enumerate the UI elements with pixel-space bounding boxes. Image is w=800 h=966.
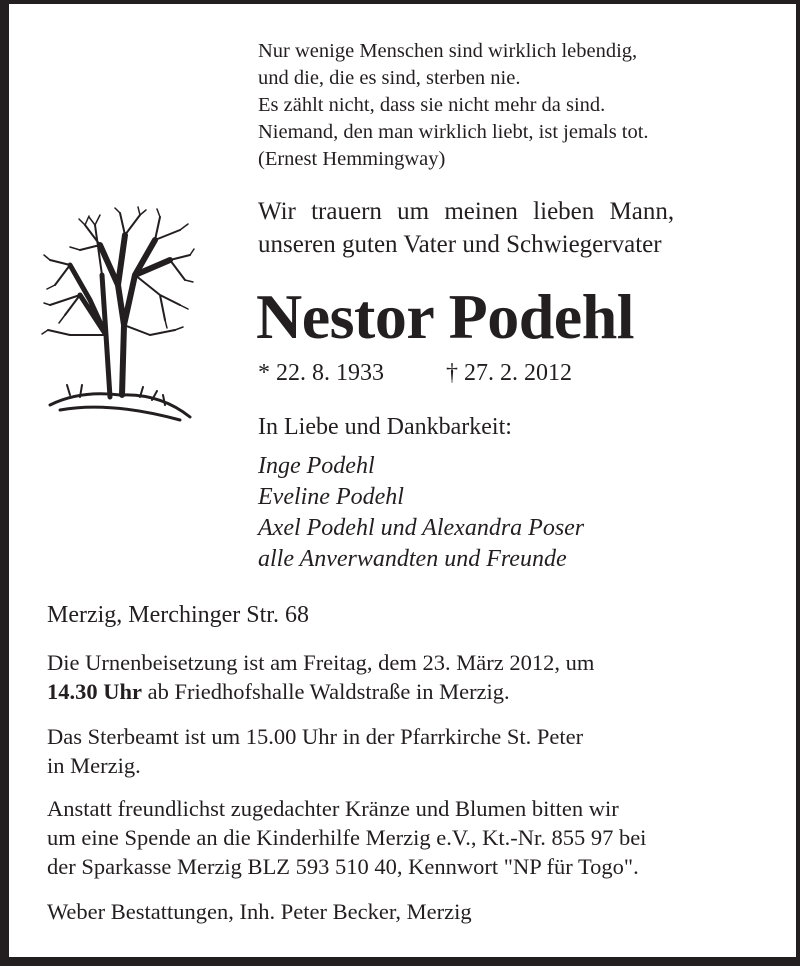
mass-paragraph [47,722,583,780]
urn-line [47,677,594,706]
life-dates [258,358,572,388]
quote-line: Nur wenige Menschen sind wirklich lebendig, [258,40,638,62]
urn-time: 14.30 Uhr [47,679,142,704]
mass-line: in Merzig. [47,753,141,778]
mourning-line: Wir trauern um meinen lieben Mann, [258,198,675,225]
donation-line: um eine Spende an die Kinderhilfe Merzig e.V., Kt.-Nr. 855 97 bei [47,825,647,850]
epigraph-quote [258,38,649,173]
quote-line: Es zählt nicht, dass sie nicht mehr da sind. [258,94,606,116]
urn-burial-paragraph [47,648,594,706]
mourning-line: unseren guten Vater und Schwiegervater [258,231,662,258]
mourning-statement [258,195,674,261]
tree-icon [40,205,195,425]
quote-line: und die, die es sind, sterben nie. [258,67,521,89]
urn-location: ab Friedhofshalle Waldstraße in Merzig. [142,679,510,704]
urn-line: Die Urnenbeisetzung ist am Freitag, dem 23. März 2012, um [47,650,595,675]
donation-paragraph [47,794,646,881]
deceased-name: Nestor Podehl [256,281,635,352]
death-date: † 27. 2. 2012 [446,360,572,386]
family-member: Inge Podehl [258,453,375,479]
birth-date: * 22. 8. 1933 [258,360,384,386]
donation-line: der Sparkasse Merzig BLZ 593 510 40, Kennwort "NP für Togo". [47,854,639,879]
family-list [258,451,584,575]
quote-author: (Ernest Hemmingway) [258,148,446,170]
family-member: Axel Podehl und Alexandra Poser [258,515,585,541]
undertaker-line: Weber Bestattungen, Inh. Peter Becker, Merzig [47,899,472,924]
family-address: Merzig, Merchinger Str. 68 [47,602,309,628]
family-intro: In Liebe und Dankbarkeit: [258,414,512,440]
donation-line: Anstatt freundlichst zugedachter Kränze und Blumen bitten wir [47,796,619,821]
family-member: Eveline Podehl [258,484,404,510]
mass-line: Das Sterbeamt ist um 15.00 Uhr in der Pfarrkirche St. Peter [47,724,584,749]
family-member: alle Anverwandten und Freunde [258,546,567,572]
quote-line: Niemand, den man wirklich liebt, ist jemals tot. [258,121,649,143]
